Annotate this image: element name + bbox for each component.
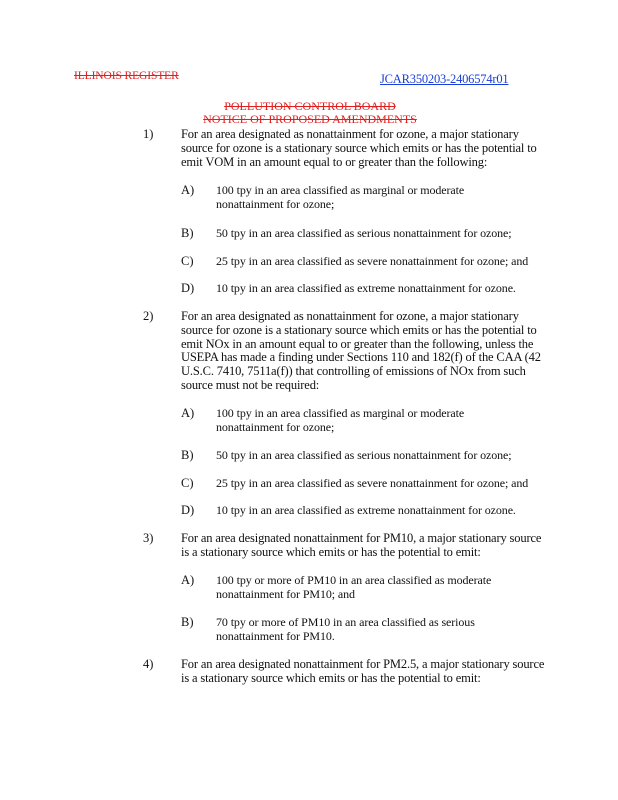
subitem-line: 100 tpy in an area classified as marginal or moderate (216, 183, 465, 197)
subitem-label: C) (181, 254, 194, 268)
subitem-label: A) (181, 573, 195, 587)
item-paragraph (181, 128, 581, 169)
subitem-label: D) (181, 503, 195, 517)
subitem-text (216, 449, 586, 463)
subitem-text (216, 477, 586, 491)
paragraph-line: source must not be required: (181, 377, 320, 392)
subitem-line: 50 tpy in an area classified as serious nonattainment for ozone; (216, 226, 512, 240)
paragraph-line: is a stationary source which emits or has the potential to emit: (181, 670, 481, 685)
subitem-line: 25 tpy in an area classified as severe nonattainment for ozone; and (216, 254, 529, 268)
subitem-text (216, 227, 586, 241)
board-title: POLLUTION CONTROL BOARD (224, 99, 396, 113)
register-header: ILLINOIS REGISTER (74, 70, 179, 82)
subitem-label: D) (181, 281, 195, 295)
subitem-label: C) (181, 476, 194, 490)
subitem-label: B) (181, 226, 194, 240)
paragraph-line: source for ozone is a stationary source which emits or has the potential to (181, 322, 537, 337)
paragraph-line: is a stationary source which emits or has the potential to emit: (181, 544, 481, 559)
paragraph-line: USEPA has made a finding under Sections 110 and 182(f) of the CAA (42 (181, 350, 541, 365)
subitem-text (216, 574, 586, 602)
paragraph-line: For an area designated nonattainment for PM2.5, a major stationary source (181, 657, 545, 671)
jcar-code: JCAR350203-2406574r01 (380, 72, 509, 86)
item-paragraph (181, 310, 581, 393)
paragraph-line: For an area designated as nonattainment for ozone, a major stationary (181, 309, 519, 323)
item-number: 4) (143, 657, 154, 671)
item-number: 2) (143, 309, 154, 323)
subitem-text (216, 255, 586, 269)
subitem-label: A) (181, 183, 195, 197)
item-paragraph (181, 532, 581, 560)
subitem-label: B) (181, 615, 194, 629)
subitem-line: nonattainment for ozone; (216, 419, 335, 434)
subitem-line: 70 tpy or more of PM10 in an area classified as serious (216, 615, 475, 629)
subitem-label: A) (181, 406, 195, 420)
subitem-line: 25 tpy in an area classified as severe nonattainment for ozone; and (216, 476, 529, 490)
subitem-label: B) (181, 448, 194, 462)
item-number: 1) (143, 127, 154, 141)
paragraph-line: emit VOM in an amount equal to or greater than the following: (181, 154, 488, 169)
subitem-line: 10 tpy in an area classified as extreme nonattainment for ozone. (216, 503, 516, 517)
item-number: 3) (143, 531, 154, 545)
subitem-text (216, 616, 586, 644)
item-paragraph (181, 658, 581, 686)
subitem-text (216, 407, 586, 435)
notice-title: NOTICE OF PROPOSED AMENDMENTS (203, 112, 417, 126)
subitem-text (216, 282, 586, 296)
subitem-line: 100 tpy or more of PM10 in an area classified as moderate (216, 573, 492, 587)
subitem-text (216, 504, 586, 518)
paragraph-line: For an area designated as nonattainment for ozone, a major stationary (181, 127, 519, 141)
paragraph-line: For an area designated nonattainment for PM10, a major stationary source (181, 531, 542, 545)
subitem-line: nonattainment for ozone; (216, 196, 335, 211)
paragraph-line: source for ozone is a stationary source which emits or has the potential to (181, 140, 537, 155)
subitem-line: nonattainment for PM10. (216, 628, 335, 643)
subitem-line: 50 tpy in an area classified as serious nonattainment for ozone; (216, 448, 512, 462)
subitem-line: 10 tpy in an area classified as extreme nonattainment for ozone. (216, 281, 516, 295)
subitem-text (216, 184, 586, 212)
subitem-line: nonattainment for PM10; and (216, 586, 355, 601)
paragraph-line: emit NOx in an amount equal to or greater than the following, unless the (181, 336, 534, 351)
subitem-line: 100 tpy in an area classified as marginal or moderate (216, 406, 465, 420)
paragraph-line: U.S.C. 7410, 7511a(f)) that controlling of emissions of NOx from such (181, 364, 526, 379)
